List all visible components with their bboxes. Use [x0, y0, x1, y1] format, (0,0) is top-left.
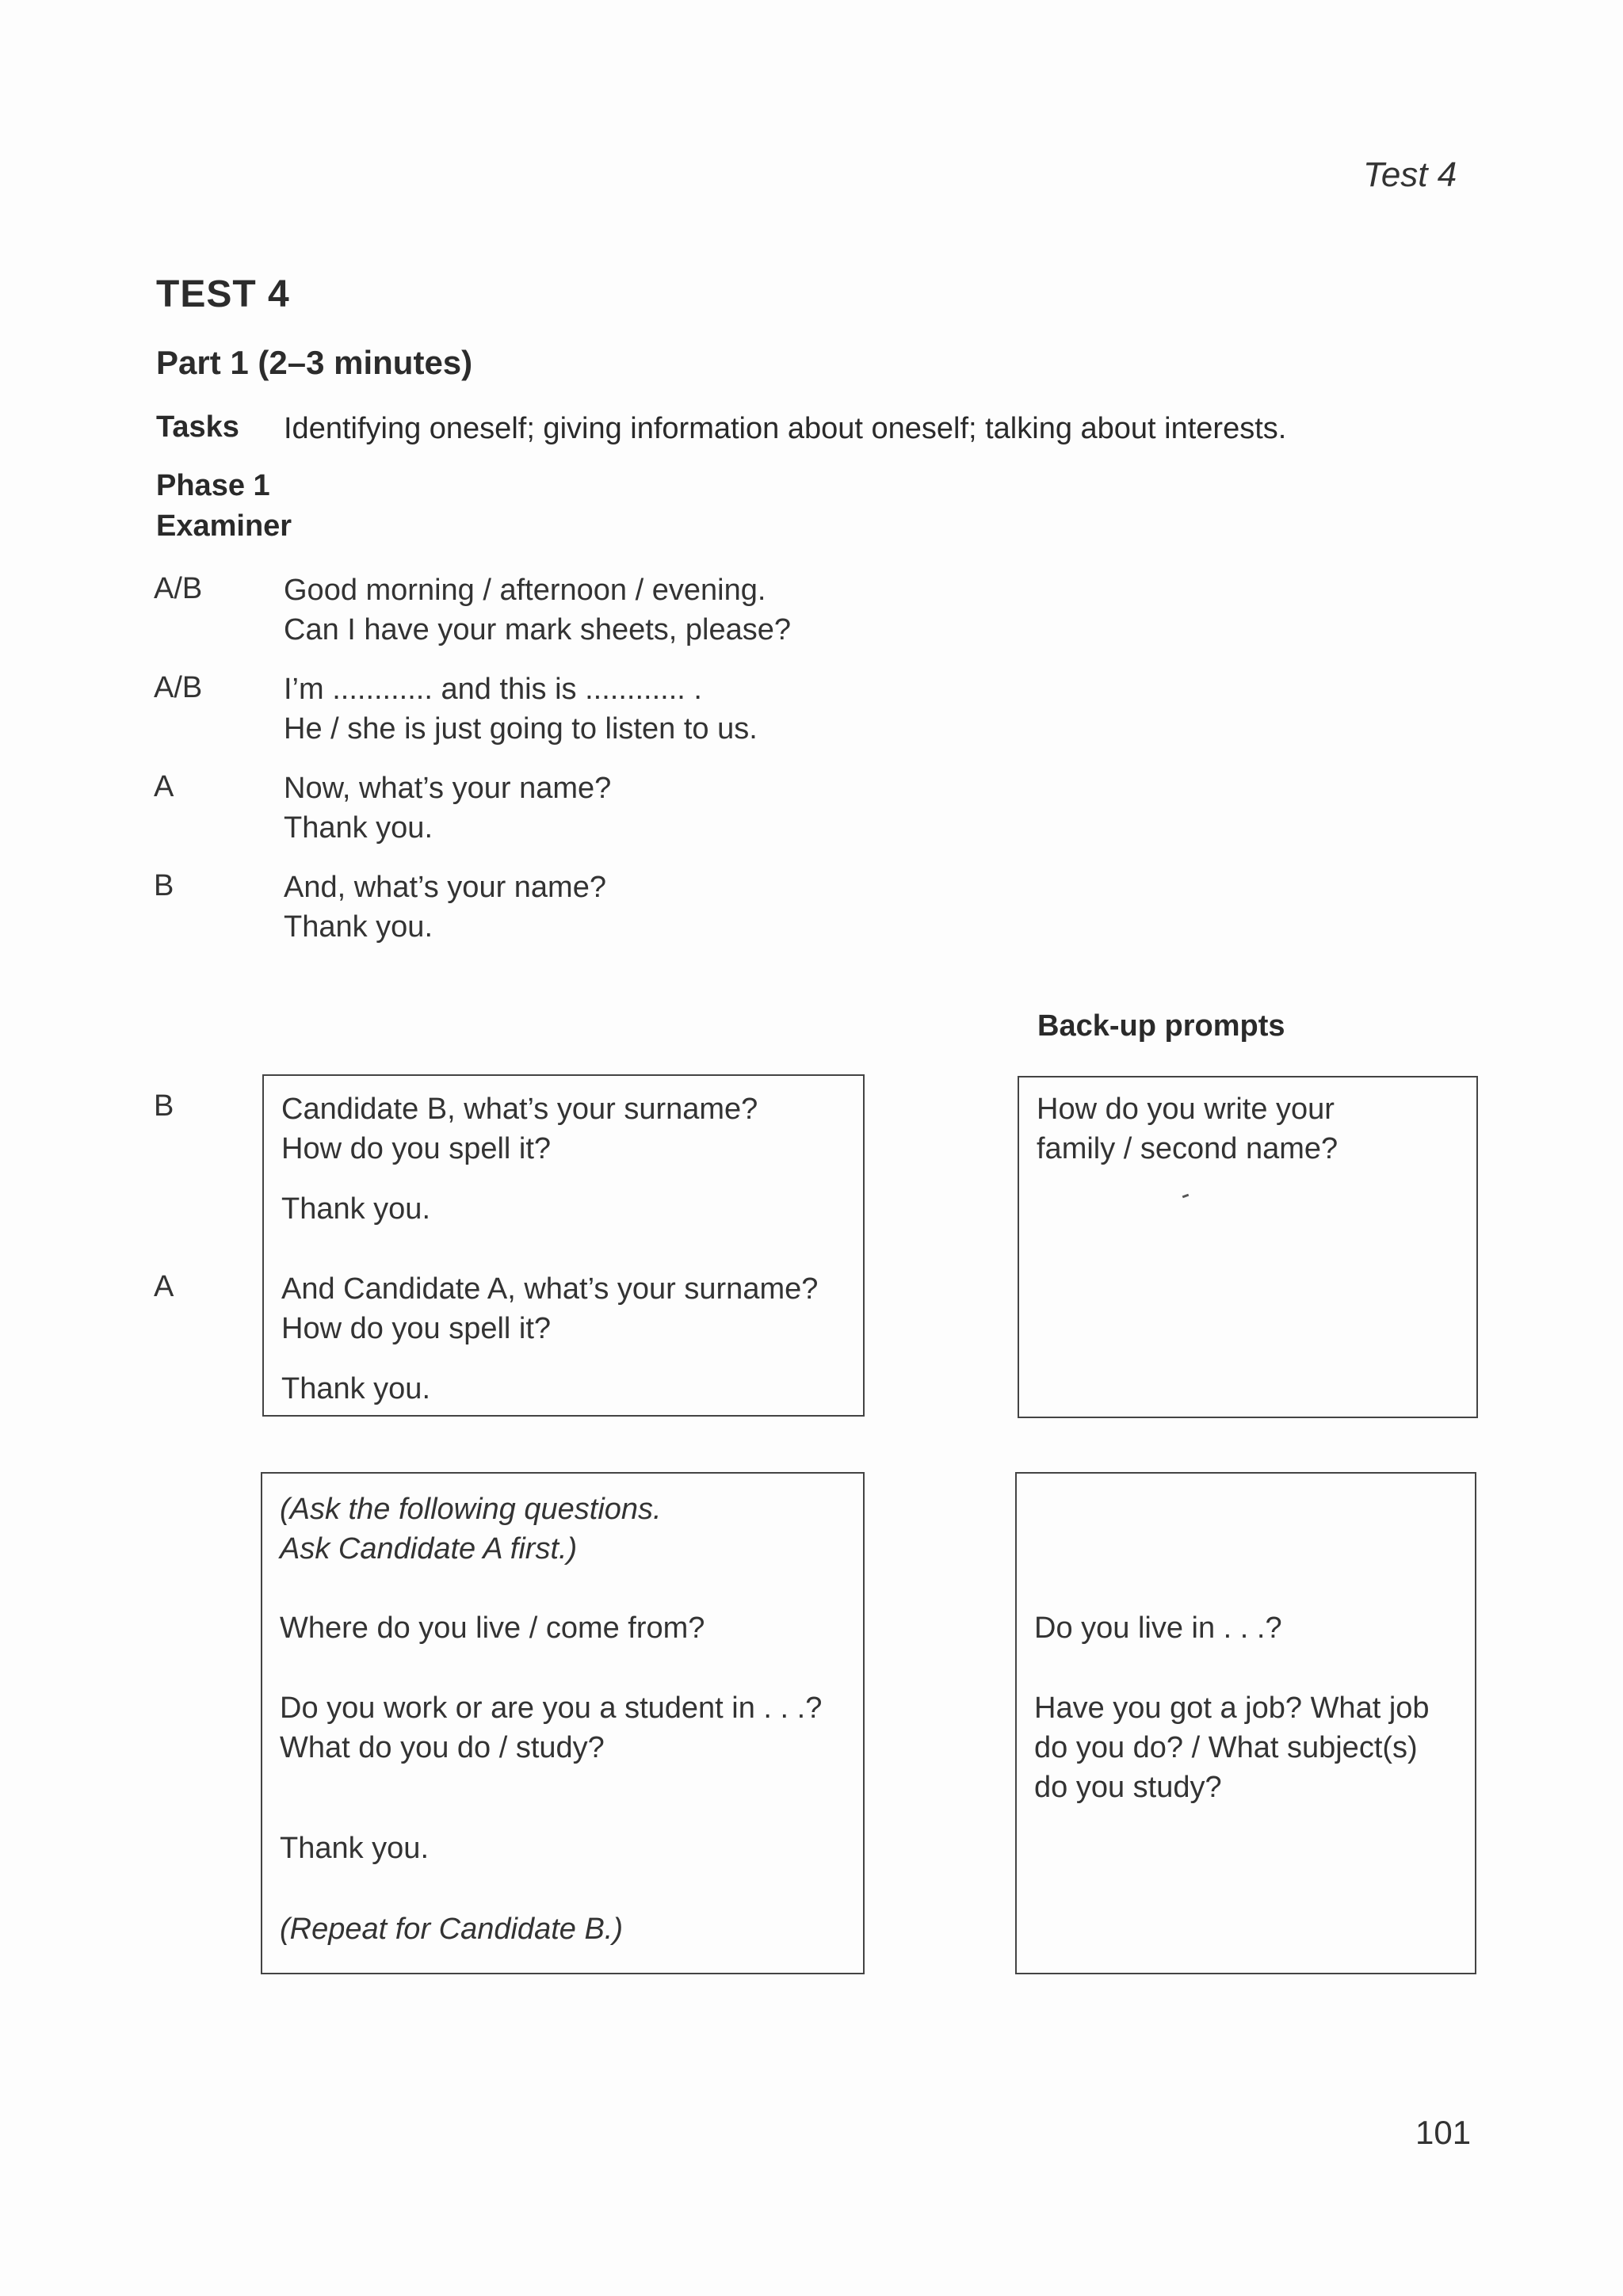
thank-you-text: Thank you. [281, 1372, 430, 1405]
row-line: Thank you. [284, 811, 433, 845]
box-line: How do you spell it? [281, 1312, 552, 1345]
backup-prompts-heading: Back-up prompts [1037, 1009, 1285, 1043]
backup-prompt-box-2 [1015, 1472, 1476, 1974]
box-line: Do you work or are you a student in . . .? [280, 1691, 823, 1725]
box-line: How do you write your [1037, 1093, 1335, 1126]
general-questions-box [261, 1472, 865, 1974]
row-text [284, 570, 791, 650]
row-text [284, 769, 611, 848]
box-line: (Ask the following questions. [280, 1493, 662, 1526]
box-line: family / second name? [1037, 1132, 1338, 1165]
thank-you-text: Thank you. [280, 1832, 429, 1865]
row-line: Can I have your mark sheets, please? [284, 613, 792, 646]
running-head: Test 4 [1363, 155, 1457, 194]
row-text [284, 868, 606, 947]
row-speaker: A [154, 770, 174, 803]
backup-prompt-box-1 [1018, 1076, 1478, 1418]
box-line: Candidate B, what’s your surname? [281, 1093, 758, 1126]
row-line: I’m ............ and this is ............ . [284, 673, 702, 706]
backup-prompt-job [1034, 1688, 1430, 1807]
page-number: 101 [1415, 2114, 1472, 2151]
test-title: TEST 4 [156, 273, 290, 315]
instruction-text [280, 1489, 662, 1569]
repeat-instruction: (Repeat for Candidate B.) [280, 1913, 624, 1946]
row-text [284, 669, 758, 749]
backup-prompt-text [1037, 1089, 1338, 1169]
candidate-b-questions [281, 1089, 758, 1169]
row-line: And, what’s your name? [284, 871, 606, 904]
row-line: Thank you. [284, 910, 433, 944]
box1-label-a: A [154, 1270, 174, 1303]
question-work [280, 1688, 822, 1768]
thank-you-text: Thank you. [281, 1192, 430, 1226]
candidate-a-questions [281, 1269, 818, 1348]
examiner-label: Examiner [156, 509, 292, 543]
tasks-text: Identifying oneself; giving information about oneself; talking about interests. [284, 412, 1287, 445]
phase-label: Phase 1 [156, 469, 270, 502]
tasks-label: Tasks [156, 410, 239, 444]
box-line: And Candidate A, what’s your surname? [281, 1272, 819, 1306]
question-live: Where do you live / come from? [280, 1611, 705, 1645]
row-line: He / she is just going to listen to us. [284, 712, 758, 746]
surname-questions-box [262, 1074, 865, 1417]
box-line: How do you spell it? [281, 1132, 552, 1165]
box-line: do you study? [1034, 1771, 1222, 1804]
box-line: Ask Candidate A first.) [280, 1532, 578, 1566]
row-line: Good morning / afternoon / evening. [284, 574, 766, 607]
backup-prompt-live: Do you live in . . .? [1034, 1611, 1282, 1645]
row-speaker: B [154, 869, 174, 902]
box-line: What do you do / study? [280, 1731, 605, 1764]
row-speaker: A/B [154, 572, 203, 605]
box-line: do you do? / What subject(s) [1034, 1731, 1418, 1764]
part-title: Part 1 (2–3 minutes) [156, 344, 473, 381]
box-line: Have you got a job? What job [1034, 1691, 1430, 1725]
row-line: Now, what’s your name? [284, 772, 612, 805]
box1-label-b: B [154, 1089, 174, 1123]
row-speaker: A/B [154, 671, 203, 704]
